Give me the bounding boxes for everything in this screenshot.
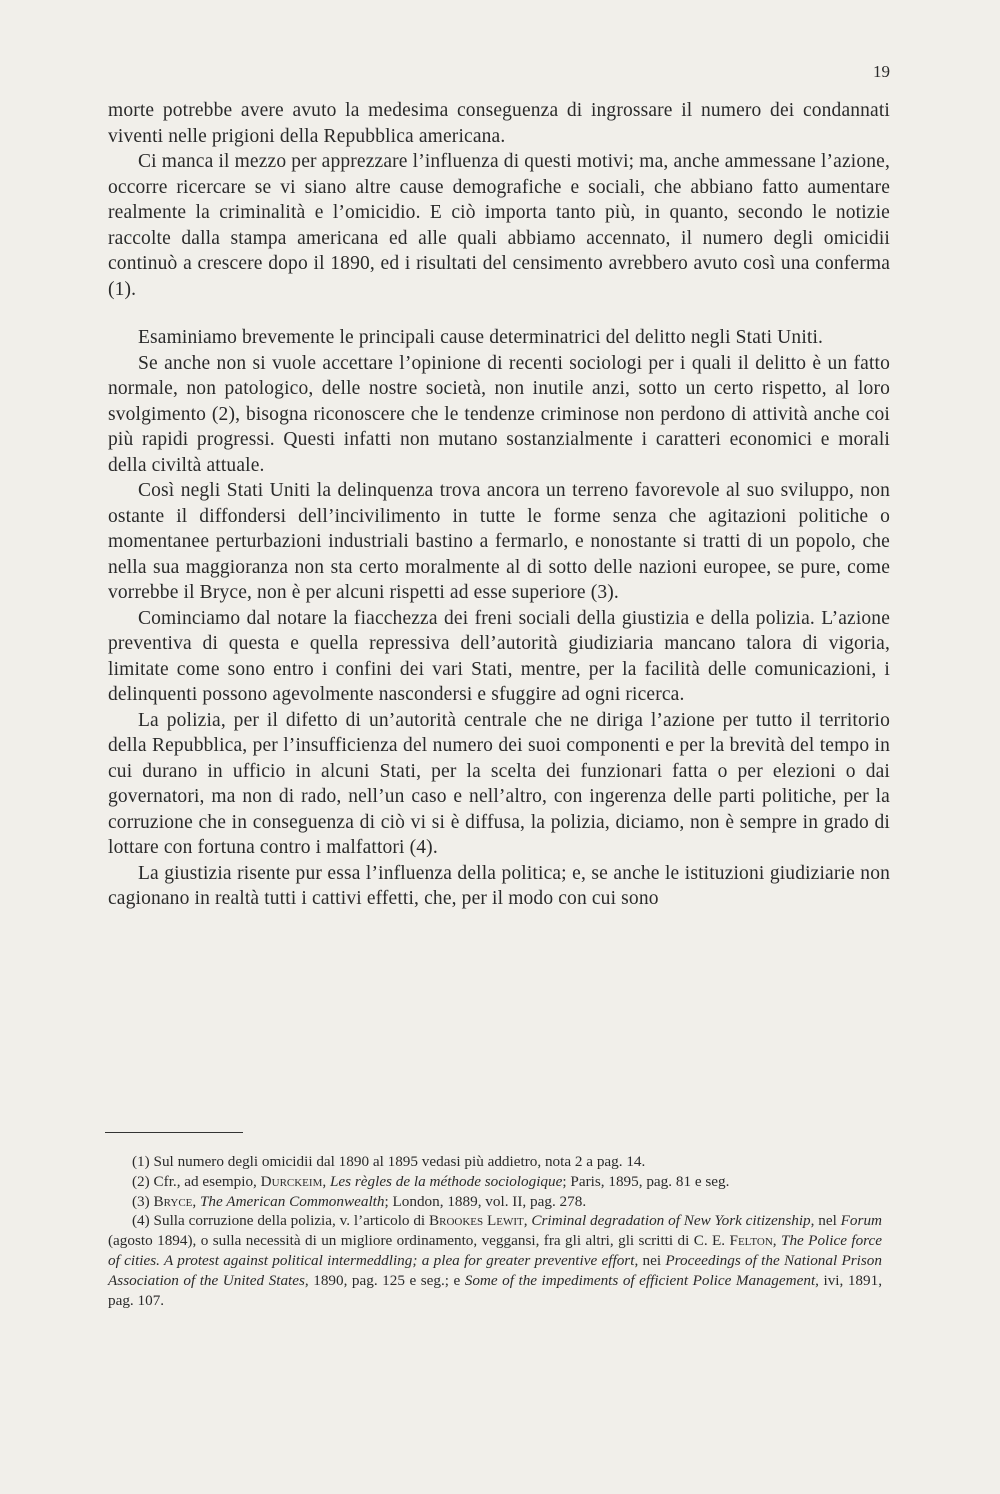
footnote-divider xyxy=(105,1132,243,1133)
footnote-4-title-3: Proceedings of the National Prison Association of the United States xyxy=(108,1251,882,1289)
paragraph-7: La polizia, per il difetto di un’autorità centrale che ne diriga l’azione per tutto il territorio della Repubblica, per l’insufficienza del numero dei suoi componenti e per la brevità del tempo in cui durano in ufficio in alcuni Stati, per la scelta dei funzionari fatta o per elezioni o dai governatori, ma non di rado, nell’un caso e nell’altro, con ingerenza delle parti politiche, per la corruzione che in conseguenza di ciò vi si è diffusa, la polizia, diciamo, non è sempre in grado di lottare con fortuna contro i malfattori (4). xyxy=(108,709,890,858)
footnote-2-title: Les règles de la méthode sociologique xyxy=(329,1172,563,1190)
footnote-2-author: Durckeim xyxy=(260,1172,323,1190)
footnote-3-lead: (3) xyxy=(132,1192,154,1210)
footnote-4-title-4: Some of the impediments of efficient Police Management xyxy=(464,1271,816,1289)
footnote-4-part: , 1890, pag. 125 e seg.; e xyxy=(304,1271,465,1289)
footnote-4-part: (agosto 1894), o sulla necessità di un migliore ordinamento, veggansi, fra gli altri, gli scritti di C. E. xyxy=(108,1232,730,1250)
page-number: 19 xyxy=(873,62,890,81)
footnote-1-text: (1) Sul numero degli omicidii dal 1890 al 1895 vedasi più addietro, nota 2 a pag. 14. xyxy=(132,1153,646,1170)
footnote-4-author-2: Felton xyxy=(729,1232,773,1250)
footnote-4-part: , nei xyxy=(634,1251,666,1269)
paragraph-2: Ci manca il mezzo per apprezzare l’influenza di questi motivi; ma, anche ammessane l’azione, occorre ricercare se vi siano altre cause demografiche e sociali, che abbiano fatto aumentare realmente la criminalità e l’omicidio. E ciò importa tanto più, in quanto, secondo le notizie raccolte dalla stampa americana ed alle quali abbiamo accennato, il numero degli omicidii continuò a crescere dopo il 1890, ed i risultati del censimento avrebbero avuto così una conferma (1). xyxy=(108,151,890,300)
footnote-4-part: , ivi, 1891, pag. 107. xyxy=(108,1271,882,1309)
footnote-4-title-1: Criminal degradation of New York citizenship xyxy=(531,1212,811,1230)
footnotes xyxy=(108,1152,882,1310)
footnote-3-author: Bryce xyxy=(153,1192,193,1210)
paragraph-5: Così negli Stati Uniti la delinquenza trova ancora un terreno favorevole al suo sviluppo, non ostante il diffondersi dell’incivilimento in tutte le forme senza che agitazioni politiche o momentanee perturbazioni industriali bastino a fermarlo, e nonostante si tratti di un popolo, che nella sua maggioranza non sta certo moralmente al di sotto delle nazioni europee, se pure, come vorrebbe il Bryce, non è per alcuni rispetti ad esse superiore (3). xyxy=(108,480,890,603)
footnote-3-sep: , xyxy=(192,1192,200,1210)
footnote-4-author-1: Brookes Lewit xyxy=(428,1212,524,1230)
body-text xyxy=(108,98,890,912)
footnote-4-part: , xyxy=(523,1212,532,1230)
footnote-4-title-2: The Police force of cities. A protest against political intermeddling; a plea for greater preventive effort xyxy=(108,1232,883,1269)
footnote-4 xyxy=(108,1211,882,1310)
paragraph-4: Se anche non si vuole accettare l’opinione di recenti sociologi per i quali il delitto è un fatto normale, non patologico, delle nostre società, non inutile anzi, sotto un certo rispetto, al loro svolgimento (2), bisogna riconoscere che le tendenze criminose non perdono di attività anche coi più rapidi progressi. Questi infatti non mutano sostanzialmente i caratteri economici e morali della civiltà attuale. xyxy=(108,352,890,476)
footnote-4-part: , xyxy=(772,1232,781,1250)
paragraph-8: La giustizia risente pur essa l’influenza della politica; e, se anche le istituzioni giudiziarie non cagionano in realtà tutti i cattivi effetti, che, per il modo con cui sono xyxy=(108,862,890,909)
footnote-4-part: , nel xyxy=(810,1212,841,1230)
footnote-3 xyxy=(108,1192,882,1212)
footnote-2-tail: ; Paris, 1895, pag. 81 e seg. xyxy=(562,1172,730,1190)
footnote-4-journal: Forum xyxy=(840,1212,882,1230)
footnote-2-lead: (2) Cfr., ad esempio, xyxy=(132,1172,261,1190)
paragraph-1: morte potrebbe avere avuto la medesima conseguenza di ingrossare il numero dei condannati viventi nelle prigioni della Repubblica americana. xyxy=(108,100,890,147)
footnote-1 xyxy=(108,1152,882,1172)
footnote-2-sep: , xyxy=(322,1172,330,1190)
paragraph-6: Cominciamo dal notare la fiacchezza dei freni sociali della giustizia e della polizia. L’azione preventiva di questa e quella repressiva dell’autorità giudiziaria mancano talora di vigoria, limitate come sono entro i confini dei vari Stati, mentre, per la facilità delle comunicazioni, i delinquenti possono agevolmente nascondersi e sfuggire ad ogni ricerca. xyxy=(108,607,890,705)
footnote-3-title: The American Commonwealth xyxy=(199,1192,385,1210)
paragraph-3: Esaminiamo brevemente le principali cause determinatrici del delitto negli Stati Uniti. xyxy=(138,327,824,348)
footnote-4-part: (4) Sulla corruzione della polizia, v. l’articolo di xyxy=(132,1212,429,1230)
footnote-3-tail: ; London, 1889, vol. II, pag. 278. xyxy=(384,1192,587,1210)
footnote-2 xyxy=(108,1172,882,1192)
